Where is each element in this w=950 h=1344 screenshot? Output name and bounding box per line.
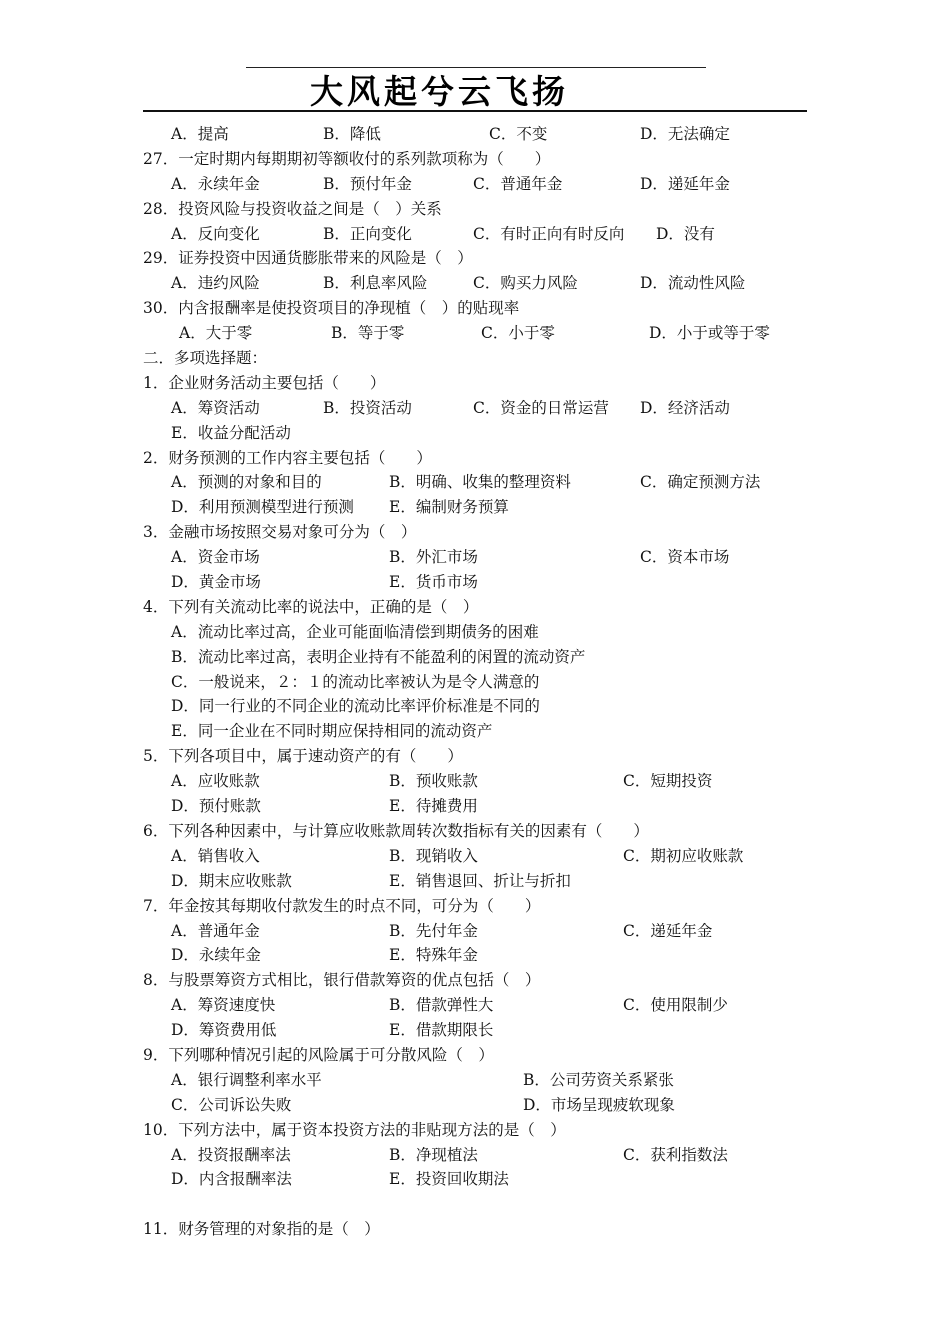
question-m9	[143, 1043, 843, 1068]
question-m10	[143, 1118, 843, 1143]
option: A．普通年金	[171, 921, 260, 940]
header-title: 大风起兮云飞扬	[310, 72, 569, 111]
option: C．购买力风险	[473, 274, 578, 293]
option-row	[143, 470, 843, 495]
question-text: 1．企业财务活动主要包括（ ）	[143, 373, 386, 392]
option: D．预付账款	[171, 797, 261, 816]
option: D．没有	[656, 224, 715, 243]
option: D．利用预测模型进行预测	[171, 498, 354, 517]
option-row	[143, 620, 843, 645]
question-text: 2．财务预测的工作内容主要包括（ ）	[143, 448, 432, 467]
option-row	[143, 1093, 843, 1118]
option: E．借款期限长	[389, 1021, 494, 1040]
question-27	[143, 147, 843, 172]
option-row	[143, 1143, 843, 1168]
option: A．违约风险	[171, 274, 260, 293]
question-text: 7．年金按其每期收付款发生的时点不同，可分为（ ）	[143, 896, 541, 915]
option: A．提高	[171, 125, 229, 143]
option: D．筹资费用低	[171, 1021, 277, 1040]
option: D．内含报酬率法	[171, 1170, 292, 1189]
option: E．货币市场	[389, 573, 478, 592]
option: A．投资报酬率法	[171, 1145, 291, 1164]
option: B．等于零	[331, 324, 405, 343]
option: C．资金的日常运营	[473, 398, 609, 417]
question-m2	[143, 446, 843, 471]
option-row	[143, 1018, 843, 1043]
question-text: 28．投资风险与投资收益之间是（ ）关系	[143, 199, 442, 218]
option: C．小于零	[481, 324, 555, 343]
option-row	[143, 421, 843, 446]
option: C．使用限制少	[623, 996, 728, 1015]
option: E．投资回收期法	[389, 1170, 509, 1189]
question-m3	[143, 520, 843, 545]
option: D．期末应收账款	[171, 871, 292, 890]
option: A．反向变化	[171, 224, 260, 243]
option: D．黄金市场	[171, 573, 261, 592]
blank-line	[143, 1192, 843, 1217]
option: C．递延年金	[623, 921, 713, 940]
option: C．不变	[489, 125, 548, 143]
option-row	[143, 645, 843, 670]
question-m8	[143, 968, 843, 993]
question-text: 27．一定时期内每期期初等额收付的系列款项称为（ ）	[143, 149, 551, 168]
option-row	[143, 222, 843, 247]
option: A．永续年金	[171, 174, 260, 193]
question-list	[143, 122, 843, 1242]
question-text: 5．下列各项目中，属于速动资产的有（ ）	[143, 747, 463, 766]
option-row	[143, 570, 843, 595]
option: C．期初应收账款	[623, 846, 744, 865]
option: B．外汇市场	[389, 548, 478, 567]
option: C．短期投资	[623, 772, 713, 791]
option-row	[143, 719, 843, 744]
option: A．销售收入	[171, 846, 260, 865]
option: E．同一企业在不同时期应保持相同的流动资产	[171, 722, 493, 741]
question-28	[143, 197, 843, 222]
option: C．普通年金	[473, 174, 563, 193]
option: B．公司劳资关系紧张	[523, 1070, 674, 1089]
option: E．特殊年金	[389, 946, 478, 965]
option: A．大于零	[179, 324, 253, 343]
option: A．流动比率过高，企业可能面临清偿到期债务的困难	[171, 622, 539, 641]
option-row	[143, 694, 843, 719]
option: D．市场呈现疲软现象	[523, 1095, 675, 1114]
option: E．销售退回、折让与折扣	[389, 871, 571, 890]
option: B．预收账款	[389, 772, 478, 791]
option: B．投资活动	[323, 398, 412, 417]
question-text: 29．证券投资中因通货膨胀带来的风险是（ ）	[143, 249, 473, 268]
option-row	[143, 1068, 843, 1093]
option-row	[143, 919, 843, 944]
option-row	[143, 869, 843, 894]
option-row	[143, 122, 843, 147]
header-top-rule	[246, 67, 706, 68]
question-text: 6．下列各种因素中，与计算应收账款周转次数指标有关的因素有（ ）	[143, 821, 649, 840]
option-row	[143, 545, 843, 570]
question-m5	[143, 744, 843, 769]
question-text: 9．下列哪种情况引起的风险属于可分散风险（ ）	[143, 1045, 494, 1064]
option: B．流动比率过高，表明企业持有不能盈利的闲置的流动资产	[171, 647, 586, 666]
section-title: 二．多项选择题：	[143, 349, 268, 368]
option: B．明确、收集的整理资料	[389, 473, 571, 492]
option: C．一般说来，２：１的流动比率被认为是令人满意的	[171, 672, 540, 691]
option: D．小于或等于零	[649, 324, 770, 343]
option: B．借款弹性大	[389, 996, 494, 1015]
option: A．资金市场	[171, 548, 260, 567]
option-row	[143, 769, 843, 794]
option: D．经济活动	[640, 398, 730, 417]
option: E．收益分配活动	[171, 423, 291, 442]
option: C．资本市场	[640, 548, 730, 567]
question-m7	[143, 894, 843, 919]
question-30	[143, 296, 843, 321]
question-m4	[143, 595, 843, 620]
option: C．确定预测方法	[640, 473, 761, 492]
option: B．净现植法	[389, 1145, 478, 1164]
option-row	[143, 794, 843, 819]
question-text: 10．下列方法中，属于资本投资方法的非贴现方法的是（ ）	[143, 1120, 566, 1139]
question-m6	[143, 819, 843, 844]
option: C．有时正向有时反向	[473, 224, 625, 243]
option: D．无法确定	[640, 125, 730, 143]
question-29	[143, 246, 843, 271]
question-text: 3．金融市场按照交易对象可分为（ ）	[143, 523, 417, 542]
option-row	[143, 271, 843, 296]
option: B．降低	[323, 125, 381, 143]
option: C．公司诉讼失败	[171, 1095, 292, 1114]
option: D．递延年金	[640, 174, 730, 193]
question-m1	[143, 371, 843, 396]
option: E．编制财务预算	[389, 498, 509, 517]
option: D．永续年金	[171, 946, 261, 965]
option: B．正向变化	[323, 224, 412, 243]
option: A．筹资速度快	[171, 996, 276, 1015]
option-row	[143, 321, 843, 346]
option: B．利息率风险	[323, 274, 428, 293]
option: D．同一行业的不同企业的流动比率评价标准是不同的	[171, 697, 540, 716]
option-row	[143, 495, 843, 520]
question-text: 4．下列有关流动比率的说法中，正确的是（ ）	[143, 597, 479, 616]
option-row	[143, 943, 843, 968]
option: A．预测的对象和目的	[171, 473, 322, 492]
option: A．筹资活动	[171, 398, 260, 417]
option-row	[143, 396, 843, 421]
option: A．应收账款	[171, 772, 260, 791]
question-text: 11．财务管理的对象指的是（ ）	[143, 1220, 380, 1239]
option-row	[143, 670, 843, 695]
question-text: 8．与股票筹资方式相比，银行借款筹资的优点包括（ ）	[143, 971, 541, 990]
option-row	[143, 172, 843, 197]
option: A．银行调整利率水平	[171, 1070, 322, 1089]
option: B．预付年金	[323, 174, 412, 193]
option: D．流动性风险	[640, 274, 746, 293]
option: B．先付年金	[389, 921, 478, 940]
question-text: 30．内含报酬率是使投资项目的净现植（ ）的贴现率	[143, 299, 520, 318]
option-row	[143, 993, 843, 1018]
section-heading	[143, 346, 843, 371]
option-row	[143, 1167, 843, 1192]
option: C．获利指数法	[623, 1145, 728, 1164]
option: B．现销收入	[389, 846, 478, 865]
question-m11	[143, 1217, 843, 1242]
option: E．待摊费用	[389, 797, 478, 816]
header-bottom-rule	[143, 110, 807, 112]
option-row	[143, 844, 843, 869]
